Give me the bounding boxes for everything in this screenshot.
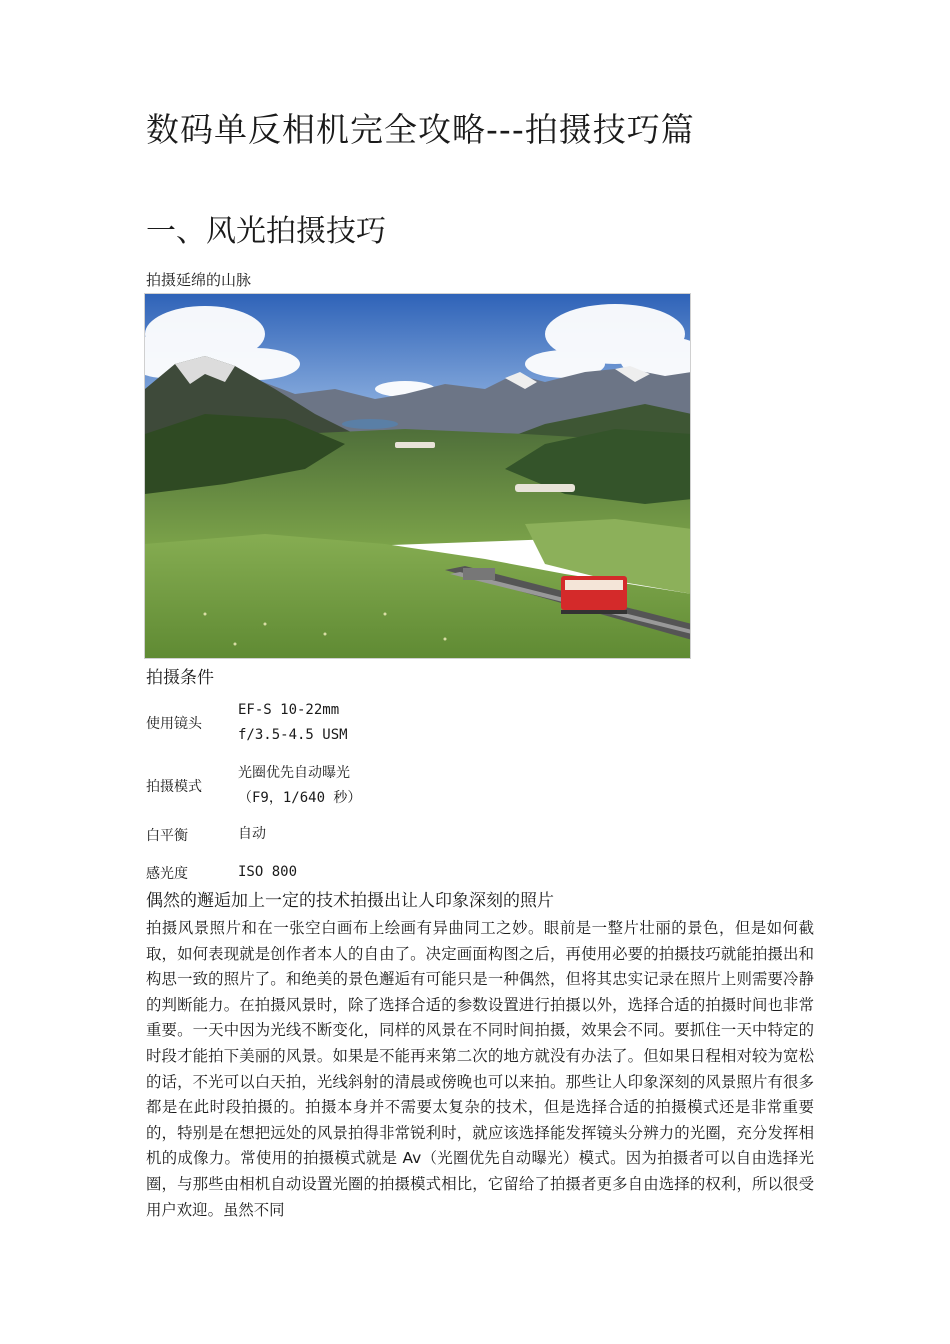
spec-value-line1: 自动 bbox=[238, 826, 266, 842]
spec-value-line1: EF-S 10-22mm bbox=[238, 702, 340, 718]
conditions-title: 拍摄条件 bbox=[146, 668, 214, 688]
spec-value-line1: 光圈优先自动曝光 bbox=[238, 765, 350, 781]
section-heading: 一、风光拍摄技巧 bbox=[146, 214, 386, 249]
spec-label: 使用镜头 bbox=[146, 716, 202, 732]
subheading: 偶然的邂逅加上一定的技术拍摄出让人印象深刻的照片 bbox=[146, 891, 554, 911]
body-paragraph: 拍摄风景照片和在一张空白画布上绘画有异曲同工之妙。眼前是一整片壮丽的景色，但是如何截取，如何表现就是创作者本人的自由了。决定画面构图之后，再使用必要的拍摄技巧就能拍摄出和构思一致的照片了。和绝美的景色邂逅有可能只是一种偶然，但将其忠实记录在照片上则需要冷静的判断能力。在拍摄风景时，除了选择合适的参数设置进行拍摄以外，选择合适的拍摄时间也非常重要。一天中因为光线不断变化，同样的风景在不同时间拍摄，效果会不同。要抓住一天中特定的时段才能拍下美丽的风景。如果是不能再来第二次的地方就没有办法了。但如果日程相对较为宽松的话，不光可以白天拍，光线斜射的清晨或傍晚也可以来拍。那些让人印象深刻的风景照片有很多都是在此时段拍摄的。拍摄本身并不需要太复杂的技术，但是选择合适的拍摄模式还是非常重要的，特别是在想把远处的风景拍得非常锐利时，就应该选择能发挥镜头分辨力的光圈，充分发挥相机的成像力。常使用的拍摄模式就是 Av（光圈优先自动曝光）模式。因为拍摄者可以自由选择光圈，与那些由相机自动设置光圈的拍摄模式相比，它留给了拍摄者更多自由选择的权利，所以很受用户欢迎。虽然不同 bbox=[146, 919, 814, 1219]
spec-label: 拍摄模式 bbox=[146, 779, 202, 795]
landscape-photo bbox=[144, 293, 691, 659]
photo-caption: 拍摄延绵的山脉 bbox=[146, 271, 252, 289]
spec-value-line2: （F9，1/640 秒） bbox=[238, 790, 362, 806]
spec-value-line2: f/3.5-4.5 USM bbox=[238, 727, 348, 743]
spec-label: 白平衡 bbox=[146, 828, 188, 844]
spec-value-line1: ISO 800 bbox=[238, 864, 298, 880]
document-title: 数码单反相机完全攻略---拍摄技巧篇 bbox=[146, 110, 695, 149]
spec-label: 感光度 bbox=[146, 866, 188, 882]
